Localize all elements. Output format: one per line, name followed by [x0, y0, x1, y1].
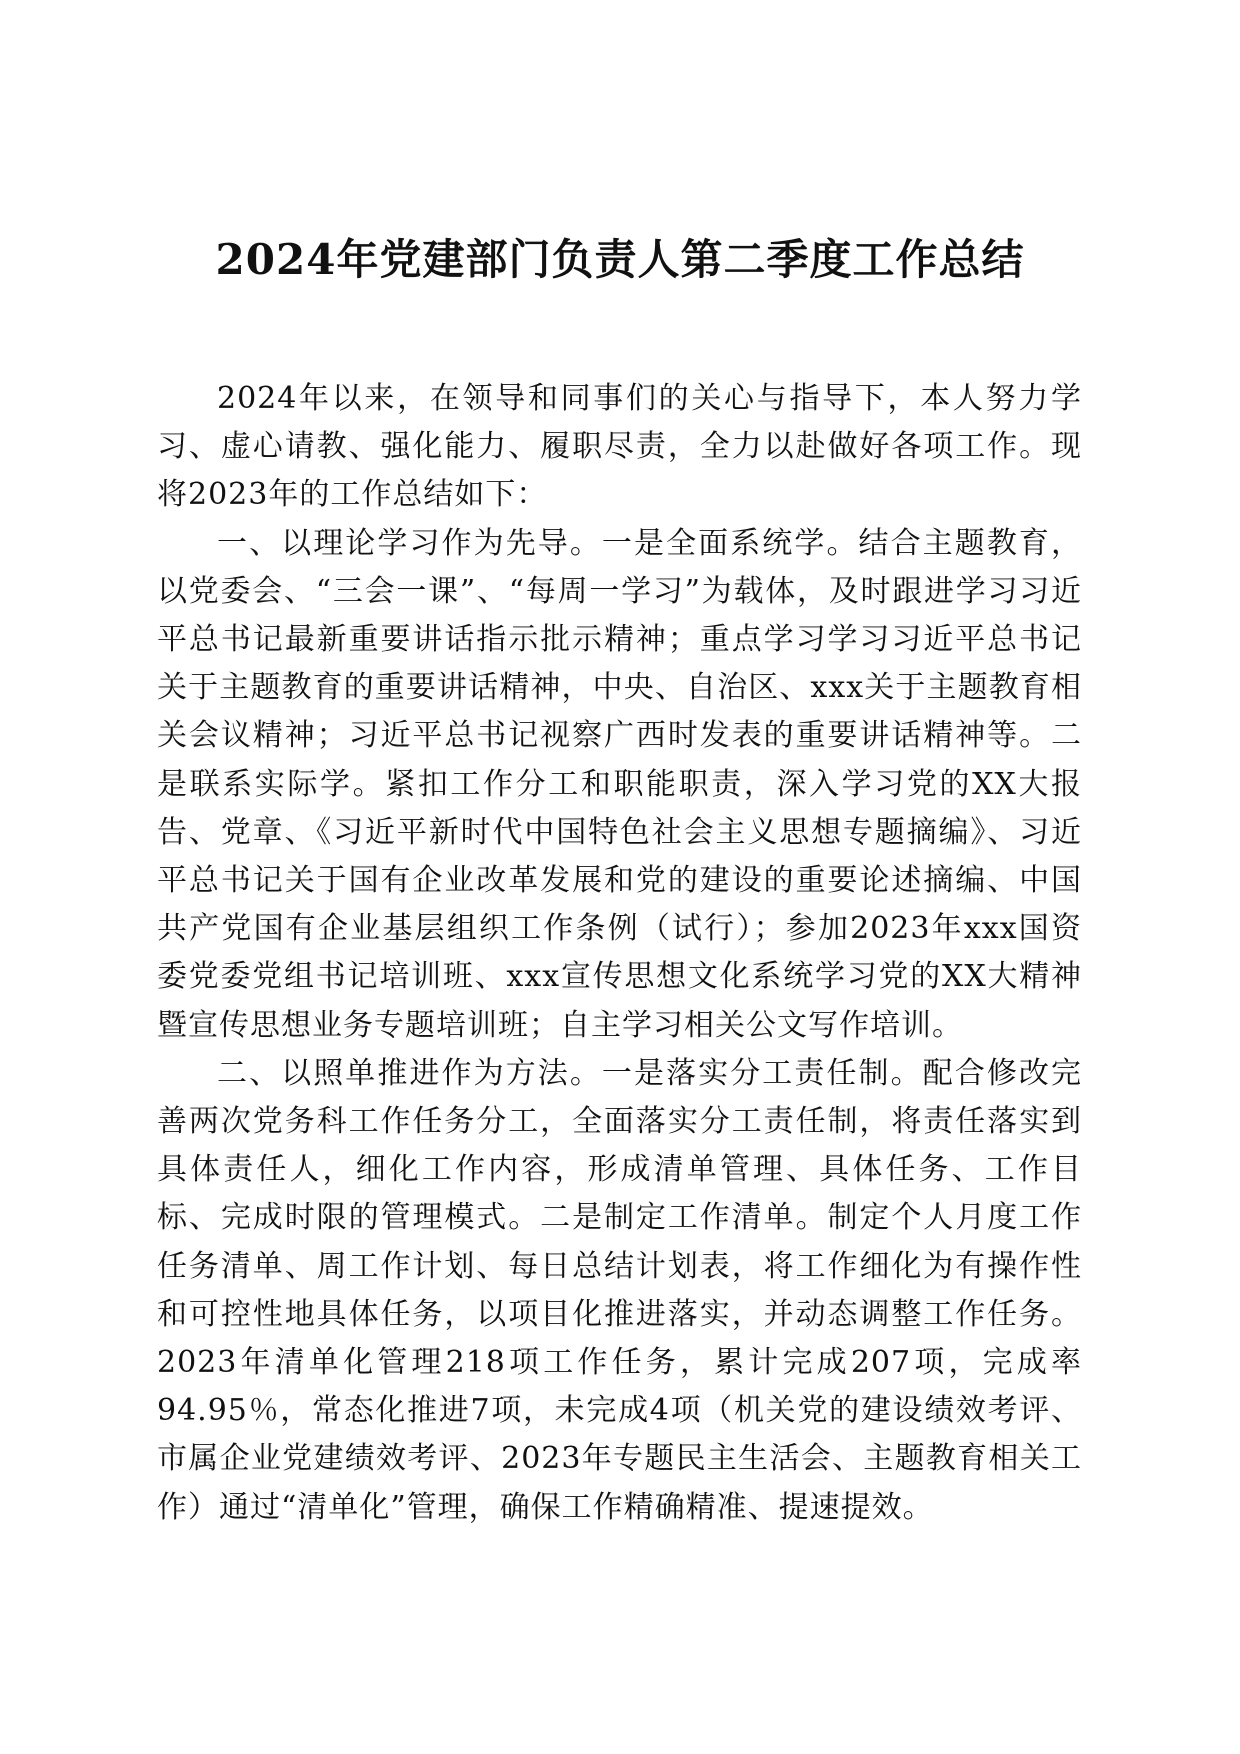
document-body — [157, 375, 1082, 1532]
paragraph-intro: 2024年以来，在领导和同事们的关心与指导下，本人努力学习、虚心请教、强化能力、履职尽责，全力以赴做好各项工作。现将2023年的工作总结如下： — [157, 381, 1082, 513]
paragraph-section-1: 一、以理论学习作为先导。一是全面系统学。结合主题教育，以党委会、“三会一课”、“每周一学习”为载体，及时跟进学习习近平总书记最新重要讲话指示批示精神；重点学习学习习近平总书记关于主题教育的重要讲话精神，中央、自治区、xxx关于主题教育相关会议精神；习近平总书记视察广西时发表的重要讲话精神等。二是联系实际学。紧扣工作分工和职能职责，深入学习党的XX大报告、党章、《习近平新时代中国特色社会主义思想专题摘编》、习近平总书记关于国有企业改革发展和党的建设的重要论述摘编、中国共产党国有企业基层组织工作条例（试行）；参加2023年xxx国资委党委党组书记培训班、xxx宣传思想文化系统学习党的XX大精神暨宣传思想业务专题培训班；自主学习相关公文写作培训。 — [157, 525, 1082, 1043]
document-title: 2024年党建部门负责人第二季度工作总结 — [215, 235, 1025, 284]
paragraph-section-2: 二、以照单推进作为方法。一是落实分工责任制。配合修改完善两次党务科工作任务分工，全面落实分工责任制，将责任落实到具体责任人，细化工作内容，形成清单管理、具体任务、工作目标、完成时限的管理模式。二是制定工作清单。制定个人月度工作任务清单、周工作计划、每日总结计划表，将工作细化为有操作性和可控性地具体任务，以项目化推进落实，并动态调整工作任务。2023年清单化管理218项工作任务，累计完成207项，完成率94.95％，常态化推进7项，未完成4项（机关党的建设绩效考评、市属企业党建绩效考评、2023年专题民主生活会、主题教育相关工作）通过“清单化”管理，确保工作精确精准、提速提效。 — [157, 1055, 1082, 1525]
